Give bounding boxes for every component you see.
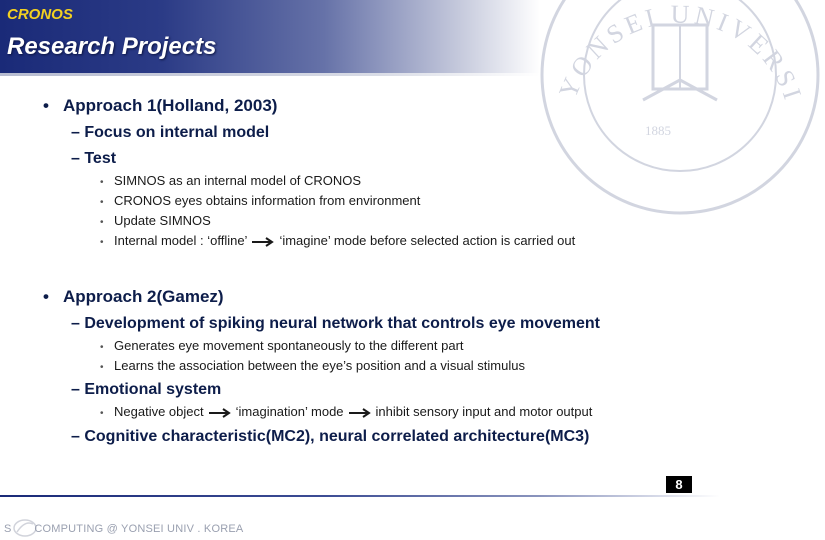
seal-year: 1885 <box>645 123 671 138</box>
bullet: • <box>43 287 49 306</box>
approach1-heading: • Approach 1(Holland, 2003) <box>43 96 278 115</box>
seal-text: YONSEI UNIVERSI <box>553 0 809 107</box>
right-arrow-icon <box>250 237 276 247</box>
approach2-sub-spiking: – Development of spiking neural network that controls eye movement <box>71 315 601 332</box>
test-item-3: • Update SIMNOS <box>100 213 211 228</box>
test-item-4: • Internal model : ‘offline’ ‘imagine’ mode before selected action is carried out <box>100 233 576 248</box>
page-number: 8 <box>666 476 692 493</box>
approach2-sub-cognitive: – Cognitive characteristic(MC2), neural correlated architecture(MC3) <box>71 428 590 445</box>
approach2-sub-emotional: – Emotional system <box>71 381 222 398</box>
spiking-item-1: • Generates eye movement spontaneously to the different part <box>100 338 464 353</box>
slide-title: Research Projects <box>7 33 217 60</box>
footer-divider <box>0 495 720 497</box>
approach1-sub-test: – Test <box>71 150 117 167</box>
emotional-item-1: • Negative object ‘imagination’ mode inhibit sensory input and motor output <box>100 404 593 419</box>
test-item-1: • SIMNOS as an internal model of CRONOS <box>100 173 362 188</box>
footer-text: S COMPUTING @ YONSEI UNIV . KOREA <box>4 523 244 535</box>
bullet: • <box>43 96 49 115</box>
approach2-heading: • Approach 2(Gamez) <box>43 287 224 306</box>
spiking-item-2: • Learns the association between the eye’s position and a visual stimulus <box>100 358 525 373</box>
right-arrow-icon <box>207 408 233 418</box>
test-item-2: • CRONOS eyes obtains information from environment <box>100 193 421 208</box>
approach1-sub-focus: – Focus on internal model <box>71 124 270 141</box>
right-arrow-icon <box>347 408 373 418</box>
app-title: CRONOS <box>7 6 73 23</box>
